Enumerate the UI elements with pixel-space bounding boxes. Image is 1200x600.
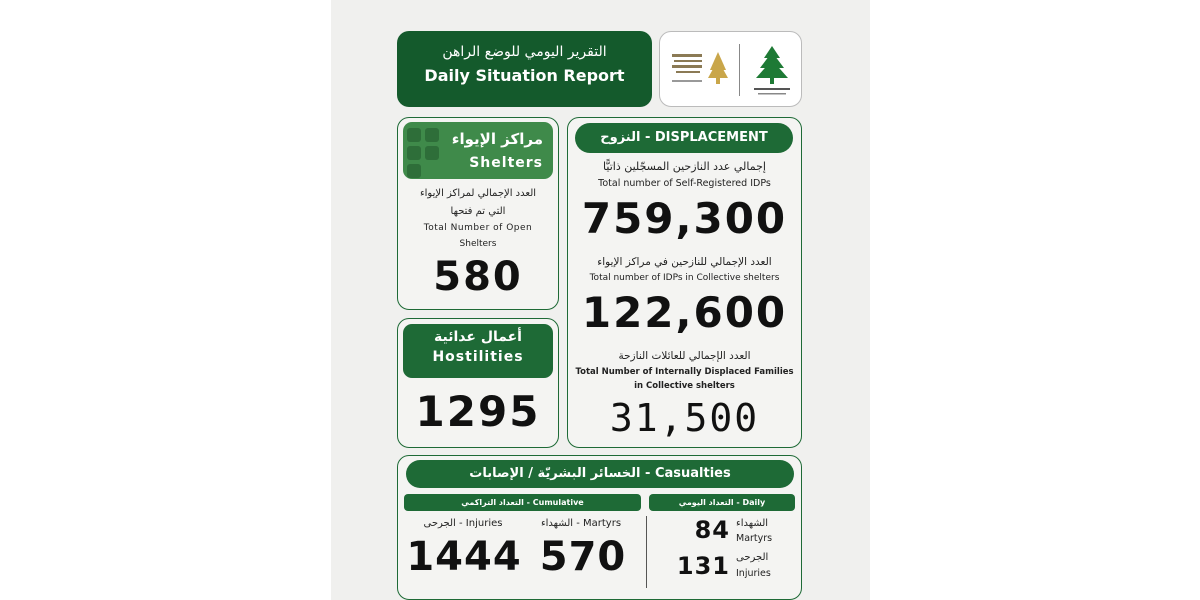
daily-injuries-count: 131 bbox=[676, 552, 730, 580]
shelters-desc-arabic-1: العدد الإجمالي لمراكز الإيواء bbox=[419, 188, 537, 199]
self-registered-label-arabic: إجمالي عدد النازحين المسجّلين ذاتيًّا bbox=[603, 160, 766, 173]
daily-martyrs-label-english: Martyrs bbox=[736, 533, 773, 544]
shelters-desc-arabic-2: التي تم فتحها bbox=[450, 206, 506, 217]
cumulative-injuries-label: الجرحى - Injuries bbox=[423, 518, 503, 529]
report-title-arabic: التقرير اليومي للوضع الراهن bbox=[442, 44, 607, 60]
daily-injuries-label-arabic: الجرحى bbox=[736, 552, 769, 563]
self-registered-label-english: Total number of Self-Registered IDPs bbox=[598, 178, 771, 189]
logos-box bbox=[659, 31, 802, 107]
hostilities-label-arabic: أعمال عدائية bbox=[434, 329, 522, 345]
hostilities-count: 1295 bbox=[415, 387, 541, 436]
cumulative-injuries-count: 1444 bbox=[406, 534, 522, 580]
hostilities-header bbox=[403, 324, 553, 378]
hostilities-card bbox=[397, 318, 559, 448]
shelters-label-arabic: مراكز الإيواء bbox=[451, 130, 543, 148]
shelters-card bbox=[397, 117, 559, 310]
displacement-header: النزوح - DISPLACEMENT bbox=[575, 123, 793, 153]
families-count: 31,500 bbox=[609, 396, 760, 440]
collective-label-english: Total number of IDPs in Collective shelters bbox=[589, 273, 780, 283]
daily-martyrs-label-arabic: الشهداء bbox=[736, 518, 769, 529]
daily-label: التعداد اليومي - Daily bbox=[649, 494, 795, 511]
cumulative-martyrs-label: الشهداء - Martyrs bbox=[540, 518, 622, 529]
cedar-logo-icon bbox=[748, 40, 796, 100]
self-registered-count: 759,300 bbox=[581, 194, 788, 243]
shelters-label-english: Shelters bbox=[469, 155, 543, 171]
collective-label-arabic: العدد الإجمالي للنازحين في مراكز الإيواء bbox=[597, 256, 772, 268]
families-label-english-1: Total Number of Internally Displaced Families bbox=[575, 367, 794, 377]
shelter-pattern-icon bbox=[403, 122, 453, 179]
daily-martyrs-count: 84 bbox=[694, 516, 730, 544]
casualties-divider bbox=[646, 516, 647, 588]
shelters-desc-english-2: Shelters bbox=[459, 239, 497, 249]
shelters-header bbox=[403, 122, 553, 179]
report-title-english: Daily Situation Report bbox=[424, 66, 625, 85]
logo-divider bbox=[739, 44, 740, 96]
families-label-english-2: in Collective shelters bbox=[634, 381, 735, 391]
report-sheet bbox=[331, 0, 870, 600]
cumulative-martyrs-count: 570 bbox=[539, 534, 627, 580]
hostilities-label-english: Hostilities bbox=[432, 349, 524, 365]
shelters-desc-english-1: Total Number of Open bbox=[423, 223, 533, 233]
collective-count: 122,600 bbox=[581, 288, 788, 337]
report-title-banner bbox=[397, 31, 652, 107]
cumulative-label: التعداد التراكمي - Cumulative bbox=[404, 494, 641, 511]
shelters-count: 580 bbox=[433, 254, 523, 300]
displacement-card bbox=[567, 117, 802, 448]
calligraphy-logo-icon bbox=[668, 40, 738, 100]
casualties-card bbox=[397, 455, 802, 600]
daily-injuries-label-english: Injuries bbox=[736, 568, 771, 579]
casualties-header: الخسائر البشريّة / الإصابات - Casualties bbox=[406, 460, 794, 488]
families-label-arabic: العدد الإجمالي للعائلات النازحة bbox=[618, 350, 751, 362]
